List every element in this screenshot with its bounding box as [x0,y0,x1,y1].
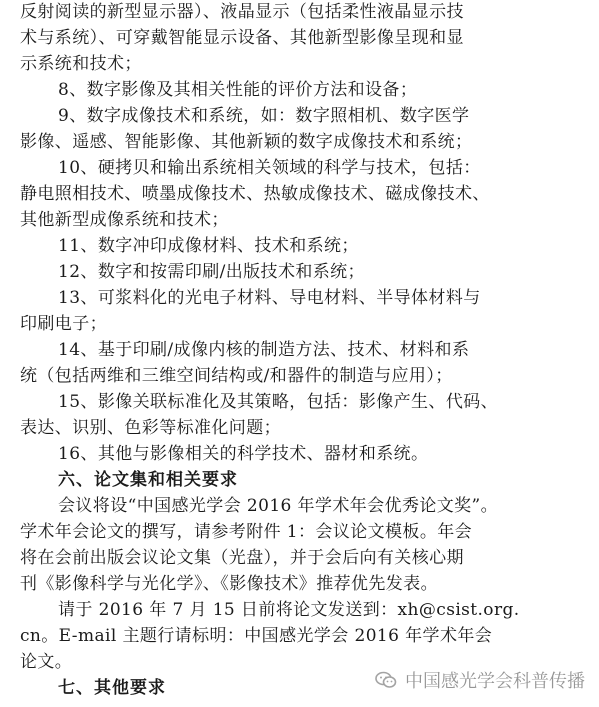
list-item-15: 15、影像关联标准化及其策略，包括：影像产生、代码、 [58,392,499,412]
watermark-text: 中国感光学会科普传播 [405,671,585,692]
section-heading-6: 六、论文集和相关要求 [58,470,238,490]
text-line-22: 将在会前出版会议论文集（光盘），并于会后向有关核心期 [20,548,464,568]
text-line-2: 术与系统）、可穿戴智能显示设备、其他新型影像呈现和显 [20,28,464,48]
list-item-14: 14、基于印刷/成像内核的制造方法、技术、材料和系 [58,340,470,360]
text-line-24: 请于 2016 年 7 月 15 日前将论文发送到：xh@csist.org. [58,600,520,620]
text-line-9: 其他新型成像系统和技术； [20,210,229,230]
text-line-3: 示系统和技术； [20,54,142,74]
account-watermark [375,667,585,693]
text-line-8: 静电照相技术、喷墨成像技术、热敏成像技术、磁成像技术、 [20,184,490,204]
text-line-6: 影像、遥感、智能影像、其他新颖的数字成像技术和系统； [20,132,473,152]
list-item-12: 12、数字和按需印刷/出版技术和系统； [58,262,365,282]
text-line-26: 论文。 [20,652,73,672]
text-line-25: cn。E-mail 主题行请标明：中国感光学会 2016 年学术年会 [20,626,493,646]
list-item-8: 8、数字影像及其相关性能的评价方法和设备； [58,80,418,100]
list-item-10: 10、硬拷贝和输出系统相关领域的科学与技术，包括： [58,158,481,178]
list-item-13: 13、可浆料化的光电子材料、导电材料、半导体材料与 [58,288,481,308]
wechat-icon [375,671,397,689]
text-line-20: 会议将设“中国感光学会 2016 年学术年会优秀论文奖”。 [58,496,499,516]
text-line-15: 统（包括两维和三维空间结构或/和器件的制造与应用）； [20,366,453,386]
section-heading-7: 七、其他要求 [58,678,166,698]
text-line-21: 学术年会论文的撰写，请参考附件 1：会议论文模板。年会 [20,522,473,542]
text-line-1: 反射阅读的新型显示器）、液晶显示（包括柔性液晶显示技 [20,2,464,22]
list-item-9: 9、数字成像技术和系统，如：数字照相机、数字医学 [58,106,470,126]
list-item-16: 16、其他与影像相关的科学技术、器材和系统。 [58,444,429,464]
text-line-13: 印刷电子； [20,314,107,334]
text-line-23: 刊《影像科学与光化学》、《影像技术》推荐优先发表。 [20,574,438,594]
text-line-17: 表达、识别、色彩等标准化问题； [20,418,281,438]
list-item-11: 11、数字冲印成像材料、技术和系统； [58,236,359,256]
